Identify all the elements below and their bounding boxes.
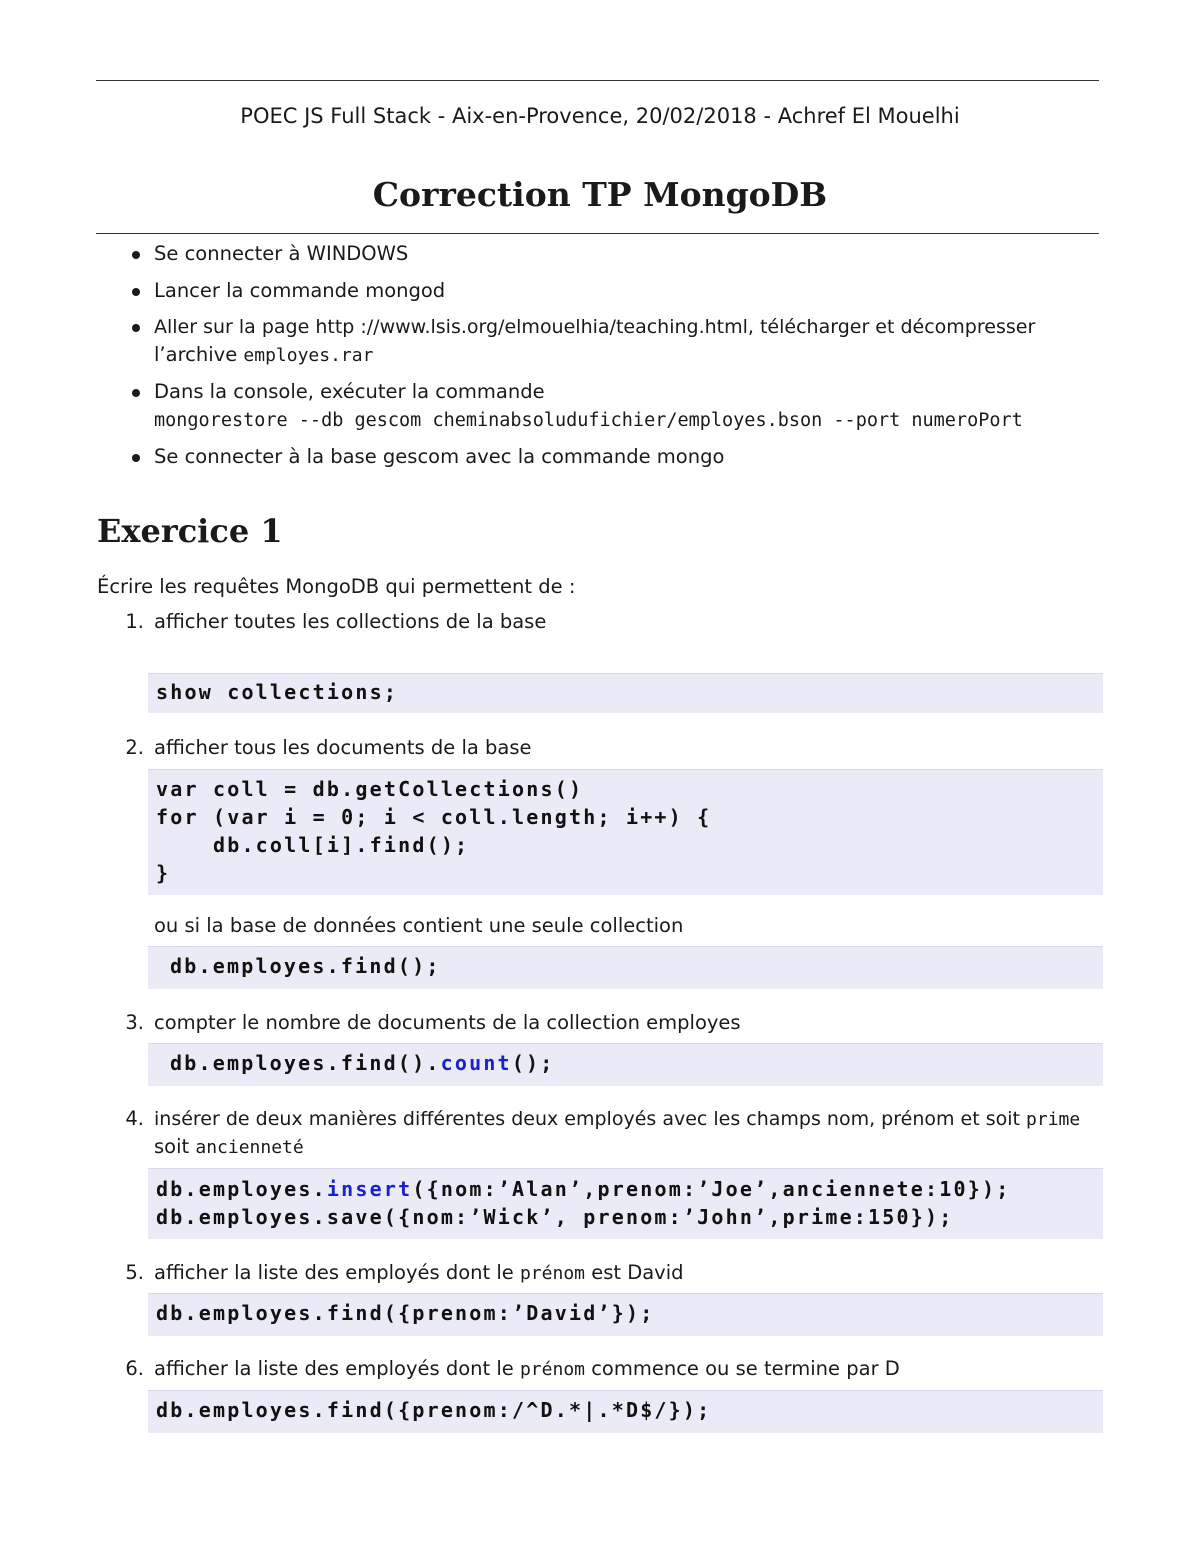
top-rule [96,80,1099,81]
code-keyword: count [440,1051,512,1075]
archive-filename: employes.rar [243,345,374,366]
intro-item: Dans la console, exécuter la commande [154,380,545,403]
restore-command: mongorestore --db gescom cheminabsoludufichier/employes.bson --port numeroPort [154,410,1023,431]
item-number: 4. [125,1107,144,1130]
item-text-part: afficher la liste des employés dont le [154,1357,520,1380]
code-line: var coll = db.getCollections() [156,777,584,801]
code-line: db.employes.find({prenom:’David’}); [156,1301,655,1325]
item-text-continuation [154,1133,304,1162]
item-number: 6. [125,1357,144,1380]
code-line: } [156,861,171,885]
code-keyword: insert [326,1177,413,1201]
bullet-icon [132,454,140,462]
item-text: afficher tous les documents de la base [154,736,532,759]
bullet-icon [132,251,140,259]
intro-item: Se connecter à WINDOWS [154,242,409,265]
field-name: prénom [519,1359,585,1380]
bullet-icon [132,324,140,332]
intro-item: Aller sur la page http ://www.lsis.org/elmouelhia/teaching.html, télécharger et décompresser [154,316,1036,338]
code-line: db.employes.find({prenom:/^D.*|.*D$/}); [156,1398,712,1422]
code-line: db.employes.save({nom:’Wick’, prenom:’John’,prime:150}); [156,1205,954,1229]
bullet-icon [132,389,140,397]
code-line: db.coll[i].find(); [156,833,470,857]
item-text-part: commence ou se termine par D [585,1357,900,1380]
code-text: (); [511,1051,555,1075]
field-name: prime [1026,1109,1081,1130]
code-line: for (var i = 0; i < coll.length; i++) { [156,805,712,829]
code-line [156,1175,1010,1203]
intro-text: l’archive [154,343,244,366]
item-text: compter le nombre de documents de la collection employes [154,1011,741,1034]
code-text: db.employes. [156,1177,327,1201]
item-text-part: afficher la liste des employés dont le [154,1261,520,1284]
page-title: Correction TP MongoDB [372,175,828,214]
intro-item: Lancer la commande mongod [154,279,446,302]
item-number: 5. [125,1261,144,1284]
item-number: 3. [125,1011,144,1034]
item-text [154,1355,900,1384]
field-name: prénom [519,1263,585,1284]
item-number: 2. [125,736,144,759]
bullet-icon [132,288,140,296]
intro-item-continuation [154,341,373,370]
field-name: ancienneté [195,1137,304,1158]
course-line: POEC JS Full Stack - Aix-en-Provence, 20/02/2018 - Achref El Mouelhi [240,104,960,128]
code-text: ({nom:’Alan’,prenom:’Joe’,anciennete:10}); [412,1177,1011,1201]
item-text [154,1259,684,1288]
item-text-part: soit [154,1135,196,1158]
code-line: show collections; [156,680,399,704]
code-text: db.employes.find(). [170,1051,441,1075]
title-rule [96,233,1099,234]
section-title: Exercice 1 [97,512,283,550]
code-line: db.employes.find(); [170,954,441,978]
item-number: 1. [125,610,144,633]
intro-item: Se connecter à la base gescom avec la commande mongo [154,445,725,468]
exercise-intro: Écrire les requêtes MongoDB qui permettent de : [97,575,576,598]
code-line [170,1049,555,1077]
item-text-part: insérer de deux manières différentes deux employés avec les champs nom, prénom et soit [154,1108,1027,1130]
item-text [154,1105,1080,1134]
item-text-part: est David [585,1261,684,1284]
item-text: afficher toutes les collections de la base [154,610,547,633]
item-note: ou si la base de données contient une seule collection [154,914,684,937]
